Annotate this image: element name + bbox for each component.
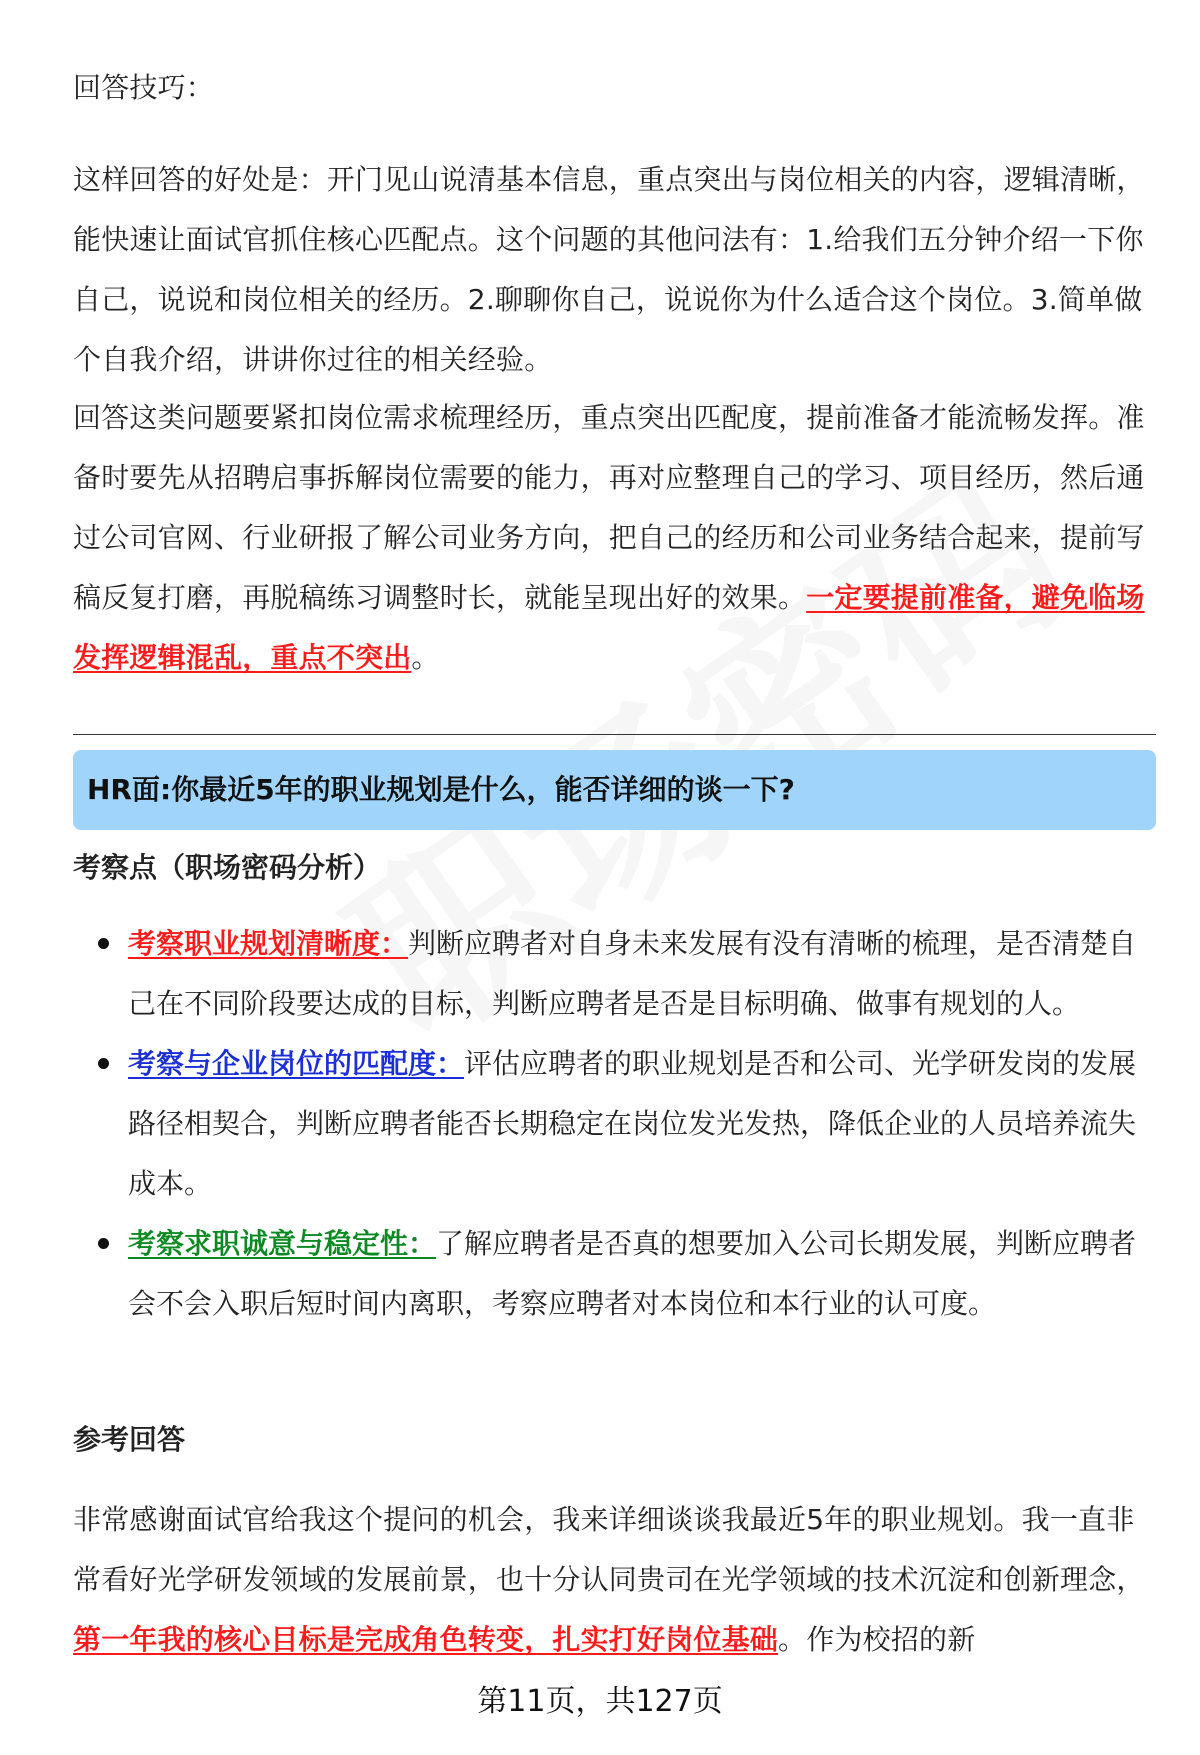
section-divider xyxy=(73,734,1156,735)
bullet-label: 考察与企业岗位的匹配度： xyxy=(128,1047,465,1080)
reference-answer-heading: 参考回答 xyxy=(73,1423,186,1456)
bullet-dot-icon xyxy=(98,1238,109,1249)
bullet-text: 评估应聘者的职业规划是否和公司、光学研发岗的发展路径相契合，判断应聘者能否长期稳定在岗位发光发热，降低企业的人员培养流失成本。 xyxy=(128,1047,1137,1200)
bullet-label: 考察职业规划清晰度： xyxy=(128,927,409,960)
highlight-first-year-goal: 第一年我的核心目标是完成角色转变，扎实打好岗位基础 xyxy=(73,1623,779,1656)
paragraph-benefits: 这样回答的好处是：开门见山说清基本信息，重点突出与岗位相关的内容，逻辑清晰，能快速让面试官抓住核心匹配点。这个问题的其他问法有：1.给我们五分钟介绍一下你自己，说说和岗位相关的经历。2.聊聊你自己，说说你为什么适合这个岗位。3.简单做个自我介绍，讲讲你过往的相关经验。 xyxy=(73,163,1145,376)
paragraph-preparation-text: 回答这类问题要紧扣岗位需求梳理经历，重点突出匹配度，提前准备才能流畅发挥。准备时要先从招聘启事拆解岗位需要的能力，再对应整理自己的学习、项目经历，然后通过公司官网、行业研报了解公司业务方向，把自己的经历和公司业务结合起来，提前写稿反复打磨，再脱稿练习调整时长，就能呈现出好的效果。 xyxy=(73,401,1145,614)
bullet-dot-icon xyxy=(98,938,109,949)
bullet-text: 了解应聘者是否真的想要加入公司长期发展，判断应聘者会不会入职后短时间内离职，考察应聘者对本岗位和本行业的认可度。 xyxy=(128,1227,1137,1320)
bullet-list xyxy=(128,914,1156,1334)
list-item xyxy=(128,1214,1156,1334)
highlight-prepare-in-advance: 一定要提前准备，避免临场发挥逻辑混乱，重点不突出 xyxy=(73,581,1145,674)
kaocha-heading: 考察点（职场密码分析） xyxy=(73,851,382,884)
paragraph-reference-answer xyxy=(73,1490,1156,1670)
question-box xyxy=(73,750,1156,830)
tips-heading: 回答技巧： xyxy=(73,71,215,104)
paragraph-preparation xyxy=(73,388,1156,688)
list-item xyxy=(128,914,1156,1034)
list-item xyxy=(128,1034,1156,1214)
bullet-dot-icon xyxy=(98,1058,109,1069)
page-number: 第11页，共127页 xyxy=(477,1684,723,1719)
question-title: HR面:你最近5年的职业规划是什么，能否详细的谈一下? xyxy=(87,773,795,806)
bullet-text: 判断应聘者对自身未来发展有没有清晰的梳理，是否清楚自己在不同阶段要达成的目标，判断应聘者是否是目标明确、做事有规划的人。 xyxy=(128,927,1137,1020)
reference-answer-end: 。作为校招的新 xyxy=(778,1623,976,1656)
reference-answer-text: 非常感谢面试官给我这个提问的机会，我来详细谈谈我最近5年的职业规划。我一直非常看好光学研发领域的发展前景，也十分认同贵司在光学领域的技术沉淀和创新理念， xyxy=(73,1503,1145,1596)
paragraph-preparation-end: 。 xyxy=(411,641,440,674)
bullet-label: 考察求职诚意与稳定性： xyxy=(128,1227,437,1260)
